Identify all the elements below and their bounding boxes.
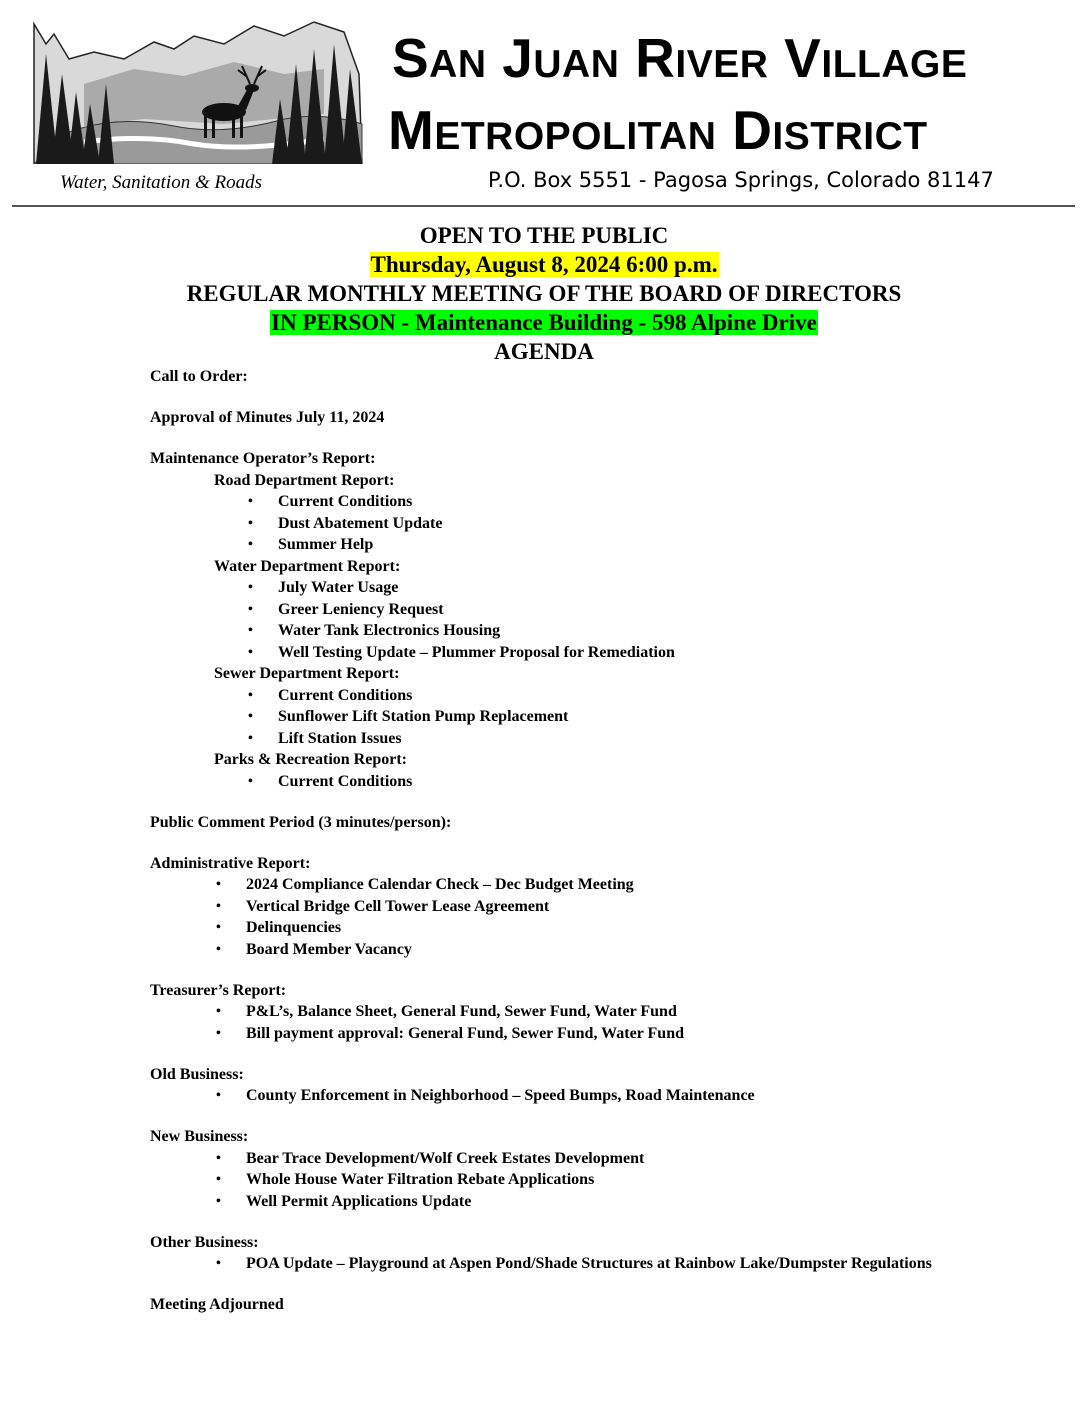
- list-item: • Bill payment approval: General Fund, Sewer Fund, Water Fund: [150, 1023, 1050, 1045]
- agenda-subheading-parks: Parks & Recreation Report:: [214, 751, 407, 768]
- agenda-heading-old-business: Old Business:: [150, 1065, 244, 1083]
- list-item: • Sunflower Lift Station Pump Replacement: [150, 706, 1050, 728]
- bullet-icon: •: [248, 730, 253, 746]
- bullet-icon: •: [248, 515, 253, 531]
- list-item: • Greer Leniency Request: [150, 599, 1050, 621]
- list-item: • P&L’s, Balance Sheet, General Fund, Sewer Fund, Water Fund: [150, 1001, 1050, 1023]
- list-item: • Current Conditions: [150, 685, 1050, 707]
- bullet-icon: •: [248, 494, 253, 509]
- list-item: • Current Conditions: [150, 491, 1050, 513]
- bullet-icon: •: [216, 898, 221, 914]
- list-item: • Delinquencies: [150, 917, 1050, 939]
- list-item: • Lift Station Issues: [150, 728, 1050, 750]
- bullet-icon: •: [248, 601, 253, 617]
- bullet-icon: •: [216, 1256, 221, 1271]
- meeting-date: [0, 251, 1088, 279]
- list-item: • Water Tank Electronics Housing: [150, 620, 1050, 642]
- list-item: • Well Testing Update – Plummer Proposal for Remediation: [150, 642, 1050, 664]
- agenda-heading-other-business: Other Business:: [150, 1233, 259, 1251]
- meeting-date-highlight: Thursday, August 8, 2024 6:00 p.m.: [370, 252, 718, 277]
- district-logo-mountains-elk-icon: [24, 14, 364, 164]
- bullet-icon: •: [248, 709, 253, 724]
- list-item: • POA Update – Playground at Aspen Pond/Shade Structures at Rainbow Lake/Dumpster Regulations: [150, 1253, 1050, 1275]
- list-item: • Current Conditions: [150, 771, 1050, 793]
- agenda-heading-approval: Approval of Minutes July 11, 2024: [150, 409, 385, 426]
- bullet-icon: •: [216, 1004, 221, 1019]
- agenda-list: [150, 366, 1050, 1316]
- agenda-title: AGENDA: [494, 339, 594, 364]
- agenda-heading-public-comment: Public Comment Period (3 minutes/person):: [150, 813, 452, 831]
- district-title-line1: San Juan River Village: [392, 27, 968, 89]
- mailing-address: P.O. Box 5551 - Pagosa Springs, Colorado 81147: [488, 168, 994, 192]
- bullet-icon: •: [248, 644, 253, 660]
- agenda-heading-call-to-order: Call to Order:: [150, 368, 248, 385]
- list-item: • Vertical Bridge Cell Tower Lease Agreement: [150, 896, 1050, 918]
- meeting-location: [0, 309, 1088, 337]
- bullet-icon: •: [216, 1193, 221, 1209]
- bullet-icon: •: [248, 580, 253, 595]
- bullet-icon: •: [216, 1025, 221, 1041]
- open-to-public: OPEN TO THE PUBLIC: [419, 223, 669, 248]
- list-item: • Whole House Water Filtration Rebate Applications: [150, 1169, 1050, 1191]
- list-item: • Well Permit Applications Update: [150, 1191, 1050, 1213]
- tagline: Water, Sanitation & Roads: [60, 172, 262, 193]
- bullet-icon: •: [216, 877, 221, 892]
- bullet-icon: •: [248, 687, 253, 703]
- list-item: • 2024 Compliance Calendar Check – Dec Budget Meeting: [150, 874, 1050, 896]
- bullet-icon: •: [248, 537, 253, 552]
- bullet-icon: •: [248, 773, 253, 789]
- list-item: • July Water Usage: [150, 577, 1050, 599]
- header-divider: [12, 205, 1075, 207]
- agenda-subheading-water: Water Department Report:: [214, 557, 401, 575]
- agenda-subheading-road: Road Department Report:: [214, 471, 395, 489]
- agenda-heading-new-business: New Business:: [150, 1128, 249, 1145]
- agenda-heading-adjourned: Meeting Adjourned: [150, 1296, 284, 1313]
- list-item: • County Enforcement in Neighborhood – Speed Bumps, Road Maintenance: [150, 1085, 1050, 1107]
- bullet-icon: •: [216, 1150, 221, 1166]
- bullet-icon: •: [216, 1088, 221, 1103]
- meeting-type: REGULAR MONTHLY MEETING OF THE BOARD OF DIRECTORS: [186, 281, 902, 306]
- district-title-line2: Metropolitan District: [388, 99, 928, 161]
- bullet-icon: •: [216, 941, 221, 957]
- list-item: • Board Member Vacancy: [150, 939, 1050, 961]
- agenda-subheading-sewer: Sewer Department Report:: [214, 665, 400, 682]
- bullet-icon: •: [248, 623, 253, 638]
- list-item: • Summer Help: [150, 534, 1050, 556]
- agenda-heading-treasurer: Treasurer’s Report:: [150, 981, 287, 999]
- agenda-heading-administrative: Administrative Report:: [150, 854, 311, 872]
- bullet-icon: •: [216, 1172, 221, 1187]
- bullet-icon: •: [216, 920, 221, 935]
- list-item: • Bear Trace Development/Wolf Creek Estates Development: [150, 1148, 1050, 1170]
- list-item: • Dust Abatement Update: [150, 513, 1050, 535]
- agenda-heading-maintenance: Maintenance Operator’s Report:: [150, 450, 376, 467]
- meeting-location-highlight: IN PERSON - Maintenance Building - 598 Alpine Drive: [271, 310, 817, 335]
